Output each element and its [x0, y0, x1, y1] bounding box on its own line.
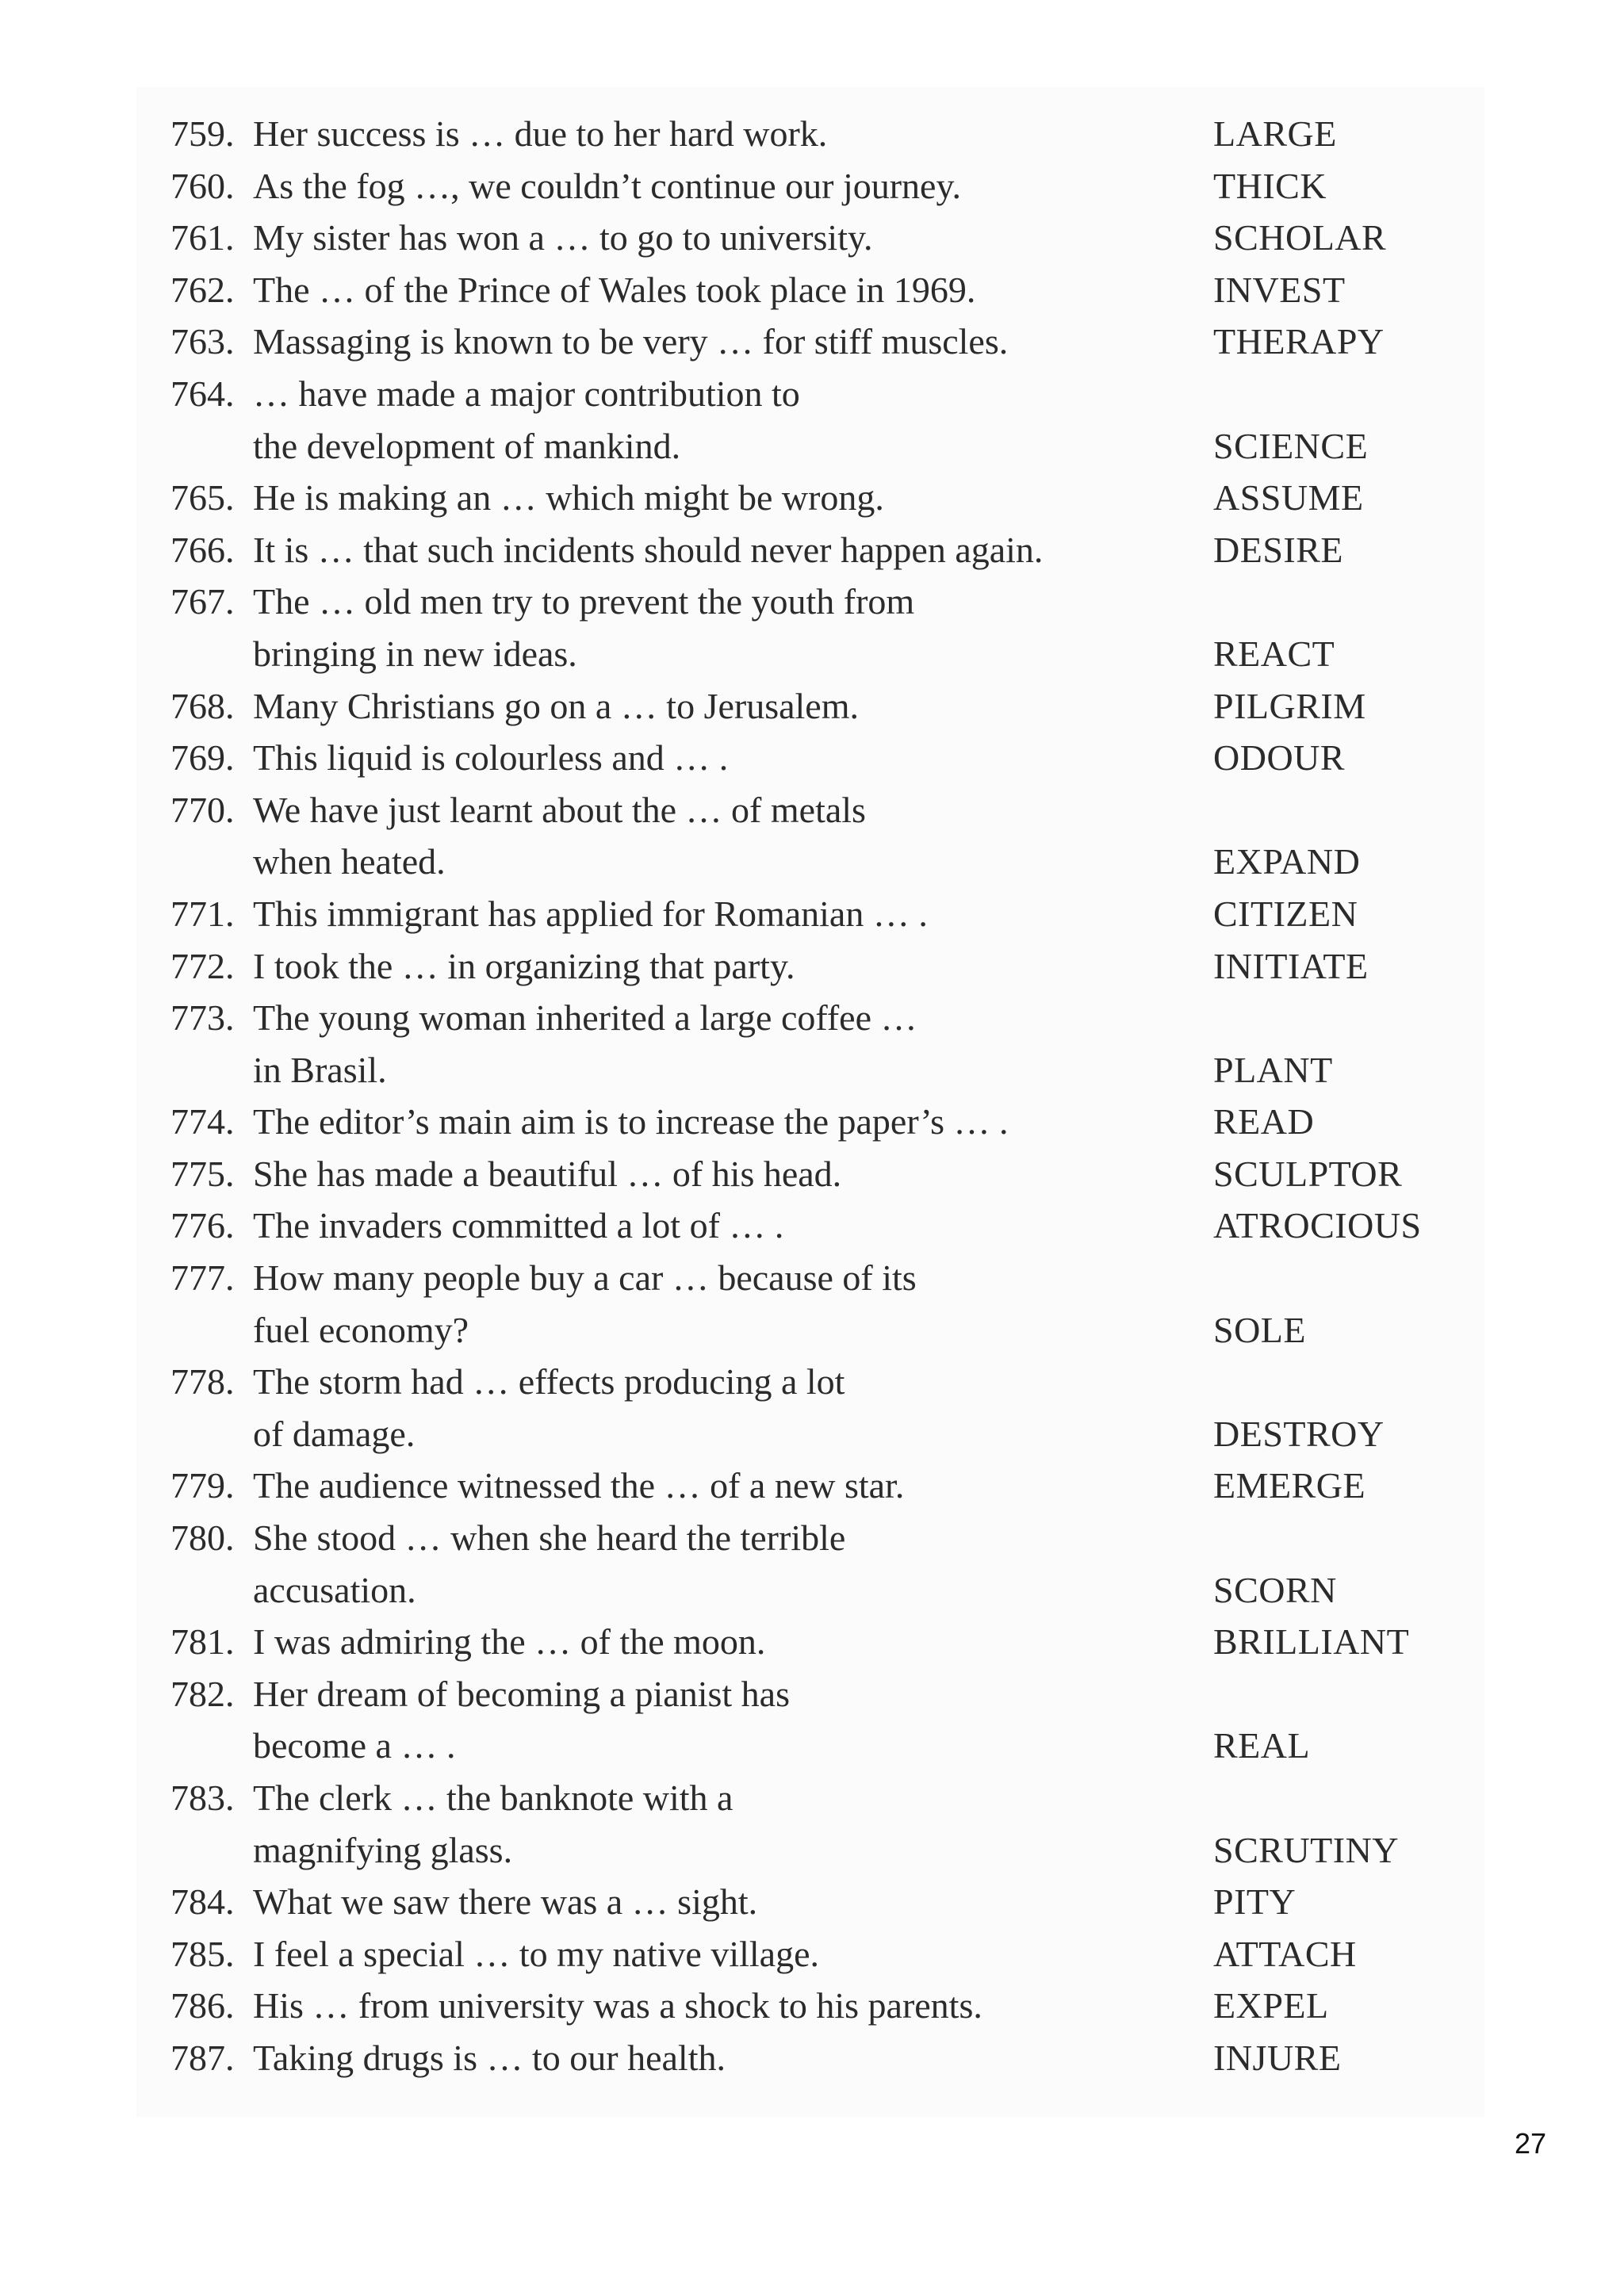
exercise-text: [253, 212, 873, 264]
exercise-text: [253, 1096, 1009, 1148]
exercise-text: [253, 1200, 783, 1252]
exercise-text-line: My sister has won a … to go to university.: [253, 217, 873, 258]
exercise-list: [170, 108, 1455, 2084]
exercise-number: 764.: [170, 373, 235, 414]
exercise-number: 759.: [170, 113, 235, 154]
exercise-keyword: INJURE: [1213, 2037, 1342, 2078]
exercise-text-line: when heated.: [253, 841, 446, 882]
exercise-item: [170, 1668, 1455, 1772]
exercise-item: [170, 1928, 1455, 1980]
exercise-number: 769.: [170, 737, 235, 779]
exercise-sentence: [170, 2032, 1213, 2084]
exercise-text: [253, 2032, 726, 2084]
exercise-text: [253, 1928, 819, 1980]
exercise-number: 787.: [170, 2037, 235, 2078]
exercise-sentence: [170, 576, 1213, 679]
exercise-text-line: This liquid is colourless and … .: [253, 737, 729, 779]
exercise-keyword: PITY: [1213, 1881, 1297, 1923]
exercise-keyword: REACT: [1213, 633, 1335, 674]
exercise-keyword: ODOUR: [1213, 737, 1346, 779]
exercise-keyword: INVEST: [1213, 269, 1346, 310]
exercise-item: [170, 2032, 1455, 2084]
exercise-sentence: [170, 1512, 1213, 1616]
exercise-keyword: INITIATE: [1213, 945, 1369, 986]
exercise-number: 783.: [170, 1777, 235, 1818]
exercise-number: 781.: [170, 1621, 235, 1663]
exercise-item: [170, 1772, 1455, 1876]
exercise-keyword: THICK: [1213, 165, 1327, 206]
exercise-keyword: REAL: [1213, 1725, 1311, 1766]
exercise-text: [253, 1876, 757, 1928]
exercise-text-line: I was admiring the … of the moon.: [253, 1621, 766, 1663]
exercise-keyword: DESTROY: [1213, 1413, 1385, 1454]
exercise-text: [253, 264, 975, 316]
exercise-number: 780.: [170, 1517, 235, 1559]
exercise-item: [170, 888, 1455, 940]
exercise-keyword: THERAPY: [1213, 321, 1385, 362]
exercise-text: [253, 108, 827, 160]
exercise-number: 772.: [170, 945, 235, 986]
exercise-text-line: Taking drugs is … to our health.: [253, 2037, 726, 2078]
exercise-text-line: The … of the Prince of Wales took place in 1969.: [253, 269, 976, 310]
exercise-text: [253, 732, 728, 784]
exercise-number: 762.: [170, 269, 235, 310]
exercise-text-line: He is making an … which might be wrong.: [253, 477, 884, 519]
exercise-item: [170, 1460, 1455, 1512]
exercise-keyword: ASSUME: [1213, 477, 1364, 519]
exercise-sentence: [170, 732, 1213, 784]
exercise-text-line: The young woman inherited a large coffee …: [253, 997, 917, 1039]
exercise-text-line: As the fog …, we couldn’t continue our journey.: [253, 165, 961, 206]
exercise-sentence: [170, 160, 1213, 212]
exercise-number: 779.: [170, 1465, 235, 1506]
exercise-keyword: SCIENCE: [1213, 425, 1369, 466]
exercise-text: [253, 1512, 845, 1616]
exercise-text-line: How many people buy a car … because of its: [253, 1257, 917, 1299]
exercise-text: [253, 1460, 904, 1512]
exercise-number: 786.: [170, 1985, 235, 2026]
exercise-text-line: I took the … in organizing that party.: [253, 945, 795, 986]
exercise-text: [253, 1252, 917, 1356]
exercise-text-line: of damage.: [253, 1413, 416, 1454]
exercise-text-line: We have just learnt about the … of metals: [253, 789, 866, 830]
exercise-text-line: in Brasil.: [253, 1049, 387, 1090]
exercise-text-line: The … old men try to prevent the youth from: [253, 581, 915, 622]
exercise-text: [253, 524, 1043, 576]
exercise-keyword: EXPEL: [1213, 1985, 1329, 2026]
exercise-sentence: [170, 1668, 1213, 1772]
exercise-text-line: The clerk … the banknote with a: [253, 1777, 733, 1818]
exercise-number: 774.: [170, 1101, 235, 1142]
exercise-text-line: become a … .: [253, 1725, 456, 1766]
exercise-number: 760.: [170, 165, 235, 206]
exercise-keyword: SOLE: [1213, 1309, 1306, 1350]
exercise-number: 763.: [170, 321, 235, 362]
exercise-item: [170, 1096, 1455, 1148]
exercise-item: [170, 108, 1455, 160]
exercise-item: [170, 1512, 1455, 1616]
exercise-keyword: LARGE: [1213, 113, 1337, 154]
exercise-text-line: The invaders committed a lot of … .: [253, 1205, 784, 1246]
exercise-sentence: [170, 992, 1213, 1096]
exercise-item: [170, 524, 1455, 576]
exercise-sentence: [170, 472, 1213, 524]
exercise-sentence: [170, 1148, 1213, 1200]
exercise-number: 768.: [170, 685, 235, 726]
exercise-sentence: [170, 888, 1213, 940]
exercise-item: [170, 1980, 1455, 2032]
exercise-sentence: [170, 212, 1213, 264]
exercise-text-line: It is … that such incidents should never happen again.: [253, 529, 1044, 570]
exercise-number: 777.: [170, 1257, 235, 1299]
exercise-number: 770.: [170, 789, 235, 830]
exercise-item: [170, 472, 1455, 524]
exercise-sentence: [170, 1928, 1213, 1980]
exercise-text-line: His … from university was a shock to his parents.: [253, 1985, 982, 2026]
exercise-sentence: [170, 1772, 1213, 1876]
exercise-sentence: [170, 940, 1213, 993]
exercise-keyword: PLANT: [1213, 1049, 1333, 1090]
exercise-text-line: bringing in new ideas.: [253, 633, 577, 674]
exercise-sentence: [170, 680, 1213, 733]
exercise-sentence: [170, 1356, 1213, 1460]
exercise-number: 778.: [170, 1361, 235, 1402]
exercise-text: [253, 888, 928, 940]
exercise-item: [170, 732, 1455, 784]
exercise-number: 761.: [170, 217, 235, 258]
exercise-number: 766.: [170, 529, 235, 570]
exercise-sentence: [170, 1616, 1213, 1668]
exercise-keyword: BRILLIANT: [1213, 1621, 1410, 1663]
exercise-item: [170, 992, 1455, 1096]
exercise-text: [253, 160, 961, 212]
exercise-number: 765.: [170, 477, 235, 519]
exercise-item: [170, 1356, 1455, 1460]
exercise-number: 775.: [170, 1153, 235, 1194]
exercise-keyword: ATROCIOUS: [1213, 1205, 1422, 1246]
exercise-keyword: SCORN: [1213, 1569, 1337, 1610]
exercise-keyword: SCHOLAR: [1213, 217, 1387, 258]
exercise-text-line: This immigrant has applied for Romanian … .: [253, 893, 928, 934]
exercise-text-line: accusation.: [253, 1569, 416, 1610]
exercise-number: 782.: [170, 1673, 235, 1714]
exercise-text: [253, 992, 917, 1096]
exercise-keyword: DESIRE: [1213, 529, 1343, 570]
exercise-sentence: [170, 1252, 1213, 1356]
exercise-sentence: [170, 264, 1213, 316]
exercise-keyword: SCULPTOR: [1213, 1153, 1403, 1194]
exercise-text: [253, 1356, 845, 1460]
exercise-item: [170, 212, 1455, 264]
exercise-sentence: [170, 1460, 1213, 1512]
exercise-text: [253, 784, 866, 888]
exercise-sentence: [170, 1876, 1213, 1928]
exercise-item: [170, 316, 1455, 368]
exercise-text-line: What we saw there was a … sight.: [253, 1881, 758, 1923]
exercise-text: [253, 368, 800, 472]
exercise-text-line: Her success is … due to her hard work.: [253, 113, 828, 154]
exercise-text: [253, 1148, 841, 1200]
exercise-item: [170, 680, 1455, 733]
exercise-number: 784.: [170, 1881, 235, 1923]
exercise-item: [170, 368, 1455, 472]
exercise-text-line: I feel a special … to my native village.: [253, 1933, 820, 1974]
exercise-keyword: EMERGE: [1213, 1465, 1366, 1506]
exercise-number: 771.: [170, 893, 235, 934]
exercise-keyword: ATTACH: [1213, 1933, 1357, 1974]
exercise-text: [253, 680, 859, 733]
exercise-sentence: [170, 316, 1213, 368]
exercise-sentence: [170, 1096, 1213, 1148]
exercise-item: [170, 784, 1455, 888]
exercise-sentence: [170, 108, 1213, 160]
exercise-text-line: … have made a major contribution to: [253, 373, 800, 414]
exercise-text-line: Massaging is known to be very … for stiff muscles.: [253, 321, 1009, 362]
exercise-text-line: She stood … when she heard the terrible: [253, 1517, 846, 1559]
exercise-keyword: READ: [1213, 1101, 1315, 1142]
exercise-sentence: [170, 1200, 1213, 1252]
exercise-text: [253, 316, 1008, 368]
exercise-text-line: Her dream of becoming a pianist has: [253, 1673, 790, 1714]
exercise-item: [170, 264, 1455, 316]
exercise-text-line: The editor’s main aim is to increase the paper’s … .: [253, 1101, 1009, 1142]
exercise-keyword: CITIZEN: [1213, 893, 1358, 934]
exercise-number: 785.: [170, 1933, 235, 1974]
exercise-keyword: SCRUTINY: [1213, 1829, 1400, 1870]
exercise-sentence: [170, 1980, 1213, 2032]
exercise-sentence: [170, 784, 1213, 888]
exercise-number: 767.: [170, 581, 235, 622]
exercise-number: 776.: [170, 1205, 235, 1246]
exercise-text: [253, 1772, 733, 1876]
exercise-item: [170, 576, 1455, 679]
exercise-text-line: The audience witnessed the … of a new star.: [253, 1465, 905, 1506]
exercise-keyword: PILGRIM: [1213, 685, 1366, 726]
exercise-sentence: [170, 524, 1213, 576]
exercise-item: [170, 940, 1455, 993]
exercise-sentence: [170, 368, 1213, 472]
exercise-text-line: Many Christians go on a … to Jerusalem.: [253, 685, 860, 726]
exercise-text: [253, 940, 795, 993]
exercise-text: [253, 576, 914, 679]
exercise-text-line: fuel economy?: [253, 1309, 469, 1350]
exercise-text: [253, 1616, 765, 1668]
exercise-item: [170, 1200, 1455, 1252]
exercise-text: [253, 1980, 982, 2032]
page-number: 27: [1515, 2127, 1547, 2160]
exercise-keyword: EXPAND: [1213, 841, 1361, 882]
exercise-text: [253, 1668, 790, 1772]
exercise-text-line: magnifying glass.: [253, 1829, 513, 1870]
exercise-text-line: She has made a beautiful … of his head.: [253, 1153, 842, 1194]
exercise-text-line: the development of mankind.: [253, 425, 681, 466]
exercise-number: 773.: [170, 997, 235, 1039]
exercise-item: [170, 1148, 1455, 1200]
exercise-text-line: The storm had … effects producing a lot: [253, 1361, 845, 1402]
exercise-item: [170, 160, 1455, 212]
exercise-item: [170, 1876, 1455, 1928]
exercise-item: [170, 1252, 1455, 1356]
exercise-text: [253, 472, 884, 524]
exercise-item: [170, 1616, 1455, 1668]
